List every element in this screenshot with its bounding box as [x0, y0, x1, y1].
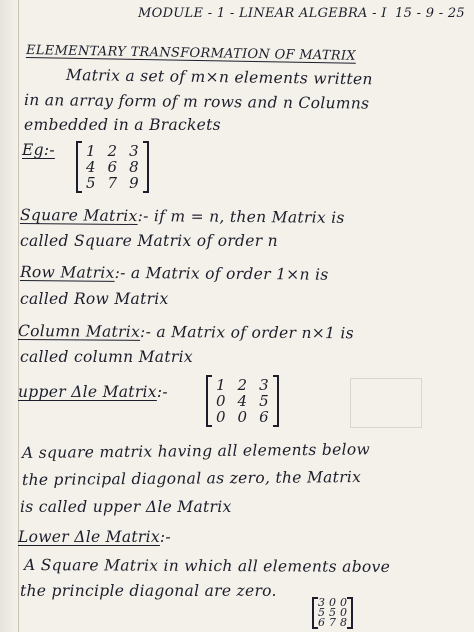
- row-matrix-definition: [20, 263, 329, 284]
- matrix-cell: 0: [340, 606, 347, 619]
- matrix-cell: 0: [216, 392, 226, 410]
- upper-triangular-desc-1: A square matrix having all elements below: [21, 440, 371, 462]
- row-matrix-term: Row Matrix: [19, 263, 115, 282]
- matrix-cell: 5: [86, 174, 96, 192]
- matrix-cell: 1: [216, 376, 226, 394]
- row-matrix-rest: :- a Matrix of order 1×n is: [114, 263, 329, 284]
- square-matrix-line-2: called Square Matrix of order n: [20, 232, 278, 250]
- matrix-cell: 8: [129, 158, 139, 176]
- matrix-cell: 0: [216, 408, 226, 426]
- matrix-cell: 8: [340, 616, 347, 629]
- matrix-cell: 5: [329, 606, 336, 619]
- lower-triangular-desc-1: A Square Matrix in which all elements above: [23, 556, 391, 576]
- matrix-cell: 4: [237, 392, 248, 410]
- definition-line-2: in an array form of m rows and n Columns: [23, 91, 370, 113]
- square-matrix-rest: :- if m = n, then Matrix is: [137, 207, 345, 227]
- matrix-cell: 3: [259, 376, 269, 394]
- lower-triangular-desc-2: the principle diagonal are zero.: [20, 582, 277, 600]
- matrix-cell: 7: [107, 174, 118, 192]
- matrix-cell: 0: [340, 596, 347, 609]
- matrix-cell: 5: [259, 392, 269, 410]
- column-matrix-line-2: called column Matrix: [20, 348, 193, 366]
- section-heading: ELEMENTARY TRANSFORMATION OF MATRIX: [25, 43, 357, 64]
- lower-triangular-term: Lower Δle Matrix: [18, 528, 160, 546]
- upper-triangular-term: upper Δle Matrix: [18, 383, 157, 401]
- square-matrix-definition: [20, 206, 345, 227]
- matrix-cell: 5: [318, 606, 325, 619]
- page-header-title: MODULE - 1 - LINEAR ALGEBRA - I: [138, 6, 387, 21]
- lower-triangular-heading: [18, 528, 171, 546]
- upper-triangular-heading: [18, 383, 168, 401]
- definition-line-1: Matrix a set of m×n elements written: [65, 66, 373, 89]
- upper-triangular-matrix: [206, 376, 279, 426]
- column-matrix-rest: :- a Matrix of order n×1 is: [140, 322, 355, 343]
- matrix-cell: 3: [129, 142, 139, 160]
- row-matrix-line-2: called Row Matrix: [20, 290, 169, 308]
- show-through-bracket: [350, 378, 422, 428]
- upper-triangular-desc-2: the principal diagonal as zero, the Matrix: [21, 468, 362, 489]
- matrix-cell: 2: [107, 142, 118, 160]
- matrix-cell: 4: [86, 158, 96, 176]
- upper-triangular-suffix: :-: [156, 383, 168, 401]
- matrix-cell: 6: [318, 616, 325, 629]
- matrix-cell: 9: [129, 174, 139, 192]
- matrix-cell: 0: [329, 596, 336, 609]
- matrix-cell: 6: [259, 408, 269, 426]
- matrix-cell: 7: [329, 616, 336, 629]
- page-header-date: 15 - 9 - 25: [395, 6, 465, 21]
- upper-triangular-desc-3: is called upper Δle Matrix: [20, 498, 232, 516]
- matrix-cell: 2: [237, 376, 248, 394]
- lower-triangular-matrix: [312, 598, 353, 628]
- matrix-cell: 1: [86, 142, 96, 160]
- matrix-cell: 0: [237, 408, 248, 426]
- lower-triangular-suffix: :-: [159, 528, 171, 546]
- square-matrix-term: Square Matrix: [19, 206, 138, 226]
- definition-line-3: embedded in a Brackets: [24, 116, 221, 134]
- column-matrix-term: Column Matrix: [17, 322, 141, 341]
- column-matrix-definition: [18, 322, 354, 342]
- example-label: Eg:-: [22, 141, 55, 159]
- matrix-cell: 3: [318, 596, 325, 609]
- matrix-cell: 6: [107, 158, 118, 176]
- example-matrix: [76, 142, 149, 192]
